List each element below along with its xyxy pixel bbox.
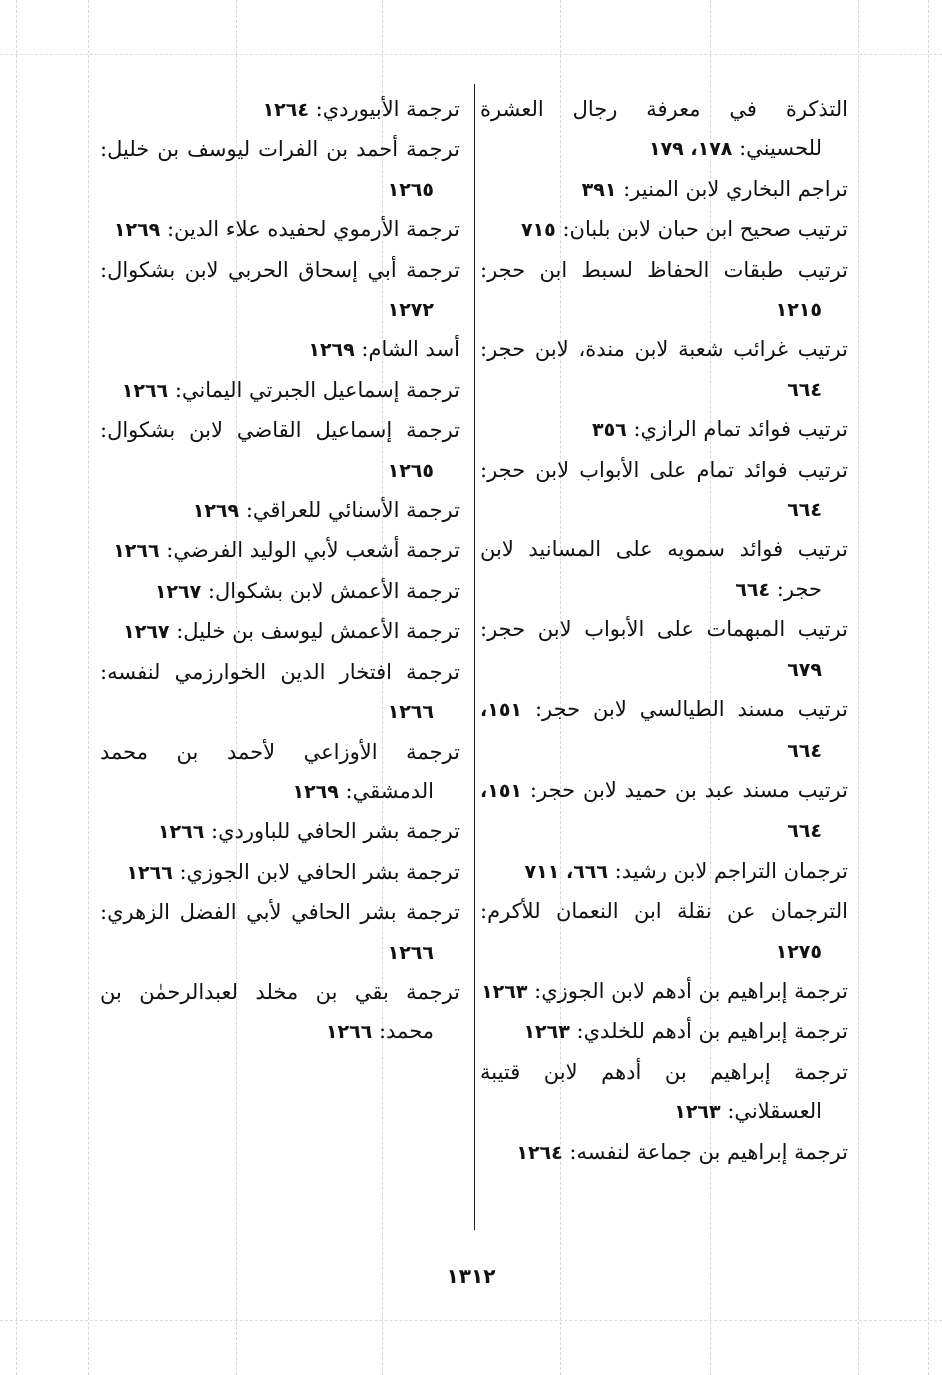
page-number: ١٣١٢ — [446, 1264, 496, 1288]
index-entry: ترتيب فوائد سمويه على المسانيد لابن حجر: ٦٦٤ — [480, 537, 848, 601]
index-entry: ترتيب غرائب شعبة لابن مندة، لابن حجر: ٦٦٤ — [480, 337, 848, 401]
page-reference: ١٢٦٦ — [387, 941, 434, 964]
scan-guide-line — [0, 54, 942, 55]
page-reference: ٣٩١ — [581, 178, 617, 201]
page-reference: ١٢٦٦ — [325, 1021, 373, 1044]
index-entry: ترتيب طبقات الحفاظ لسبط ابن حجر: ١٢١٥ — [480, 257, 848, 322]
index-entry: أسد الشام: ١٢٦٩ — [308, 337, 460, 362]
index-column-left — [100, 90, 460, 1053]
index-entry: ترتيب مسند عبد بن حميد لابن حجر: ١٥١، ٦٦٤ — [480, 777, 848, 843]
page-reference: ١٢٦٣ — [481, 980, 528, 1003]
index-entry: ترجمة إبراهيم بن أدهم لابن قتيبة العسقلاني: ١٢٦٣ — [480, 1059, 848, 1124]
page-reference: ١٢٦٦ — [113, 540, 160, 563]
index-entry: ترجمة بشر الحافي لابن الجوزي: ١٢٦٦ — [126, 859, 460, 884]
scan-guide-line — [0, 1320, 942, 1321]
index-entry: تراجم البخاري لابن المنير: ٣٩١ — [581, 176, 848, 201]
page-reference: ٦٦٤ — [787, 378, 822, 401]
scan-guide-line — [858, 0, 859, 1375]
index-entry: ترجمة الأعمش ليوسف بن خليل: ١٢٦٧ — [123, 619, 460, 644]
page-reference: ٦٦٤ — [787, 499, 822, 522]
page-reference: ١٢٦٦ — [121, 379, 169, 402]
page-reference: ٧١٥ — [520, 219, 556, 242]
index-entry: ترجمة الأسنائي للعراقي: ١٢٦٩ — [192, 498, 460, 523]
page-reference: ١٢٦٦ — [157, 821, 205, 844]
scan-guide-line — [928, 0, 929, 1375]
page-reference: ١٢١٥ — [775, 299, 822, 322]
scan-guide-line — [88, 0, 89, 1375]
page-reference: ١٢٦٧ — [154, 580, 202, 603]
index-entry: ترجمة بقي بن مخلد لعبدالرحمٰن بن محمد: ١٢٦٦ — [100, 979, 460, 1044]
page-reference: ١٢٦٩ — [308, 339, 355, 362]
index-entry: ترجمة إسماعيل القاضي لابن بشكوال: ١٢٦٥ — [100, 418, 460, 482]
index-column-right — [480, 90, 848, 1173]
page-reference: ١٢٦٦ — [387, 701, 434, 724]
index-entry: ترجمة بشر الحافي لأبي الفضل الزهري: ١٢٦٦ — [100, 900, 460, 964]
index-entry: ترجمة الأبيوردي: ١٢٦٤ — [262, 97, 460, 121]
page-reference: ١٢٧٢ — [387, 299, 434, 322]
page-reference: ١٢٦٣ — [523, 1021, 570, 1044]
page-reference: ١٢٦٣ — [674, 1101, 721, 1124]
index-entry: ترجمة إبراهيم بن جماعة لنفسه: ١٢٦٤ — [516, 1139, 848, 1164]
page-reference: ١٢٦٤ — [262, 99, 309, 121]
index-entry: ترجمة افتخار الدين الخوارزمي لنفسه: ١٢٦٦ — [100, 659, 460, 724]
index-entry: ترجمة الأرموي لحفيده علاء الدين: ١٢٦٩ — [113, 217, 460, 242]
index-entry: ترتيب المبهمات على الأبواب لابن حجر: ٦٧٩ — [480, 617, 848, 681]
page-reference: ١٢٦٤ — [516, 1141, 563, 1164]
index-entry: ترجمة أبي إسحاق الحربي لابن بشكوال: ١٢٧٢ — [100, 257, 460, 322]
index-entry: ترجمة إبراهيم بن أدهم للخلدي: ١٢٦٣ — [523, 1019, 848, 1044]
index-entry: ترجمة الأعمش لابن بشكوال: ١٢٦٧ — [154, 578, 460, 603]
page-reference: ١٥١، ٦٦٤ — [480, 699, 822, 762]
index-entry: ترجمة أحمد بن الفرات ليوسف بن خليل: ١٢٦٥ — [100, 137, 460, 201]
page-reference: ٣٥٦ — [591, 419, 627, 442]
index-entry: ترجمة إسماعيل الجبرتي اليماني: ١٢٦٦ — [121, 377, 460, 402]
page-reference: ١٢٧٥ — [775, 940, 822, 963]
page-reference: ٦٦٦، ٧١١ — [524, 860, 608, 883]
page-reference: ١٥١، ٦٦٤ — [480, 779, 822, 843]
column-divider — [474, 84, 475, 1230]
page-reference: ١٢٦٩ — [292, 780, 339, 803]
page-reference: ١٢٦٥ — [387, 459, 434, 482]
index-entry: ترجمان التراجم لابن رشيد: ٦٦٦، ٧١١ — [524, 858, 848, 883]
page-reference: ١٢٦٥ — [387, 178, 434, 201]
index-entry: ترتيب فوائد تمام على الأبواب لابن حجر: ٦٦٤ — [480, 457, 848, 522]
index-entry: ترجمة أشعب لأبي الوليد الفرضي: ١٢٦٦ — [113, 538, 460, 563]
index-entry: ترتيب صحيح ابن حبان لابن بلبان: ٧١٥ — [520, 217, 848, 242]
index-entry: ترتيب فوائد تمام الرازي: ٣٥٦ — [591, 417, 848, 442]
index-entry: ترجمة بشر الحافي للباوردي: ١٢٦٦ — [157, 819, 460, 844]
index-entry: ترجمة إبراهيم بن أدهم لابن الجوزي: ١٢٦٣ — [481, 978, 848, 1003]
index-entry: الترجمان عن نقلة ابن النعمان للأكرم: ١٢٧٥ — [480, 899, 848, 963]
page-reference: ٦٧٩ — [787, 658, 822, 681]
page-reference: ١٢٦٦ — [126, 861, 173, 884]
page-reference: ١٢٦٧ — [123, 621, 170, 644]
page-reference: ١٢٦٩ — [192, 500, 240, 523]
page-reference: ١٧٨، ١٧٩ — [648, 138, 733, 161]
page-reference: ١٢٦٩ — [113, 219, 161, 242]
index-entry: ترجمة الأوزاعي لأحمد بن محمد الدمشقي: ١٢٦٩ — [100, 739, 460, 803]
page-reference: ٦٦٤ — [735, 578, 771, 601]
index-entry: ترتيب مسند الطيالسي لابن حجر: ١٥١، ٦٦٤ — [480, 697, 848, 762]
scan-guide-line — [16, 0, 17, 1375]
index-entry: التذكرة في معرفة رجال العشرة للحسيني: ١٧٨، ١٧٩ — [480, 97, 848, 161]
